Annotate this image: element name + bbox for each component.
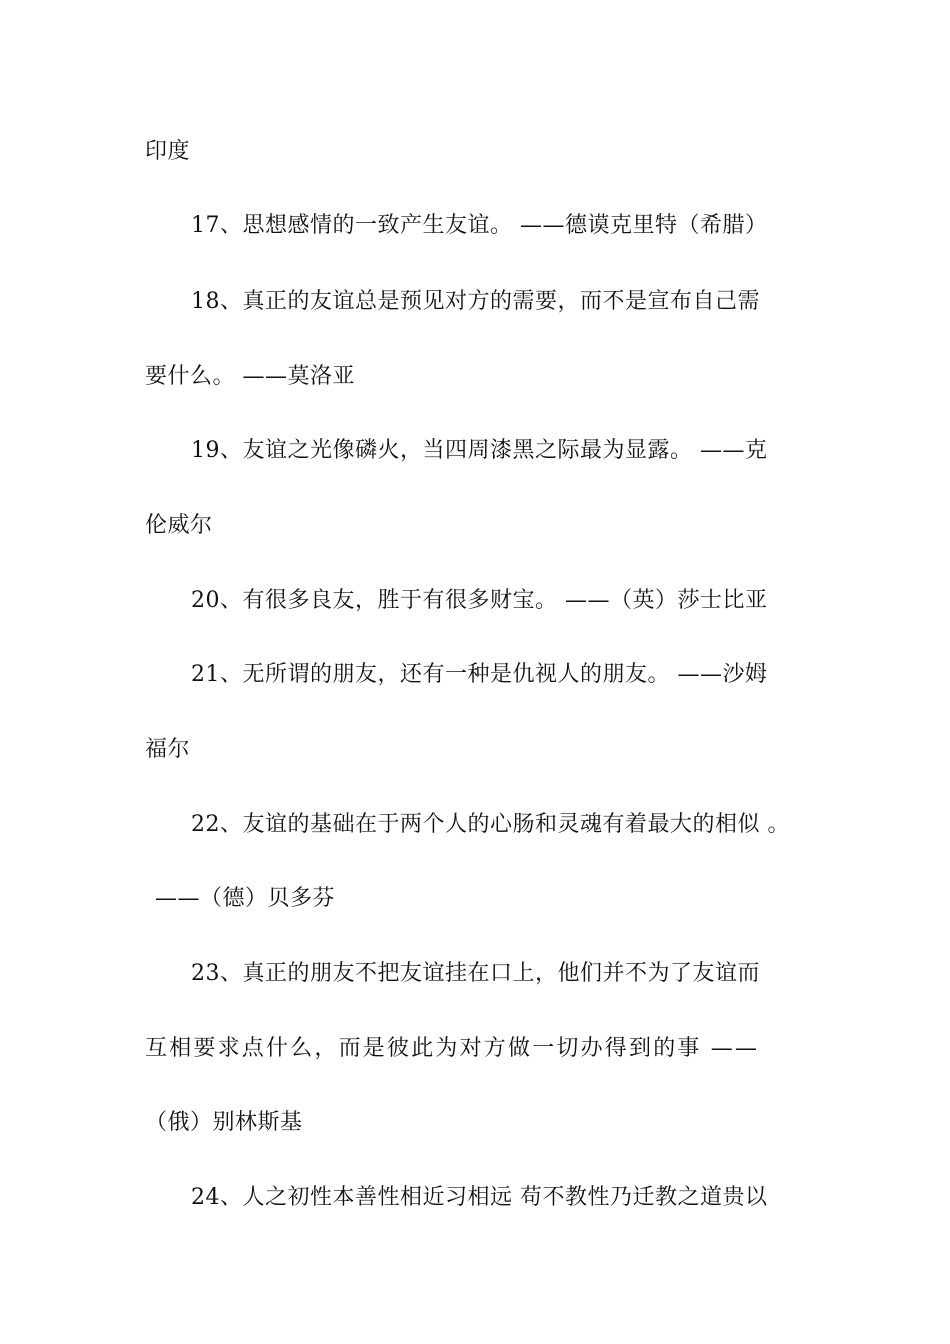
quote-22-continued: ——（德）贝多芬 — [155, 886, 336, 911]
quote-19-continued: 伦威尔 — [145, 513, 213, 538]
text-line: 印度 — [145, 139, 191, 164]
quote-17: 17、思想感情的一致产生友谊。 ——德谟克里特（希腊） — [191, 213, 768, 238]
quote-18: 18、真正的友谊总是预见对方的需要，而不是宣布自己需 — [191, 289, 760, 314]
quote-23: 23、真正的朋友不把友谊挂在口上，他们并不为了友谊而 — [191, 961, 760, 986]
quote-22: 22、友谊的基础在于两个人的心肠和灵魂有着最大的相似 。 — [191, 812, 790, 837]
quote-24: 24、人之初性本善性相近习相远 苟不教性乃迁教之道贵以 — [191, 1185, 768, 1210]
quote-23-author: （俄）别林斯基 — [145, 1110, 303, 1135]
quote-21-continued: 福尔 — [145, 737, 191, 762]
quote-18-continued: 要什么。 ——莫洛亚 — [145, 364, 355, 389]
quote-23-continued: 互相要求点什么，而是彼此为对方做一切办得到的事 —— — [145, 1036, 760, 1061]
quote-19: 19、友谊之光像磷火，当四周漆黑之际最为显露。 ——克 — [191, 438, 768, 463]
quote-21: 21、无所谓的朋友，还有一种是仇视人的朋友。 ——沙姆 — [191, 662, 768, 687]
quote-20: 20、有很多良友，胜于有很多财宝。 ——（英）莎士比亚 — [191, 588, 768, 613]
